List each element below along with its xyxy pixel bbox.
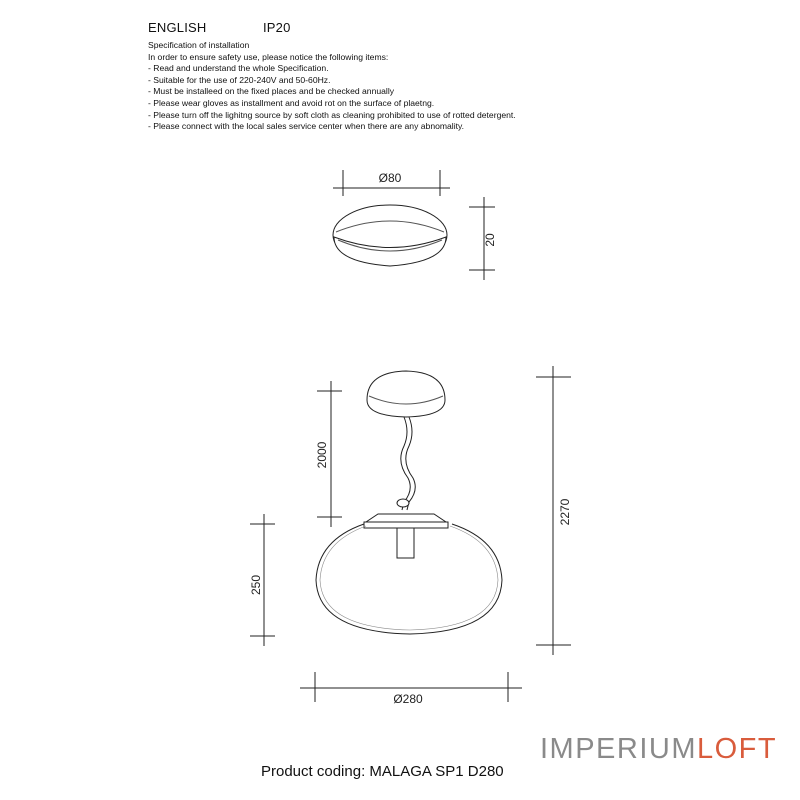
total-height-label: 2270 [558, 498, 572, 526]
shade-height-label: 250 [249, 574, 263, 596]
cable-length-label: 2000 [315, 441, 329, 469]
language-label: ENGLISH [148, 20, 207, 35]
spec-title: Specification of installation [148, 40, 250, 50]
brand-logo [540, 733, 777, 766]
shade-diameter-label: Ø280 [393, 692, 423, 706]
spec-line: - Please turn off the lighitng source by soft cloth as cleaning prohibited to use of rotted detergent. [148, 109, 516, 120]
canopy-height-label: 20 [483, 233, 497, 247]
spec-line: - Please wear gloves as installment and avoid rot on the surface of plaetng. [148, 97, 435, 108]
spec-line: - Suitable for the use of 220-240V and 50-60Hz. [148, 74, 331, 85]
ip-rating: IP20 [263, 20, 291, 35]
spec-line: In order to ensure safety use, please notice the following items: [148, 51, 389, 62]
spec-line: - Must be installeed on the fixed places and be checked annually [148, 86, 395, 97]
product-coding: Product coding: MALAGA SP1 D280 [261, 763, 504, 780]
brand-logo-main: IMPERIUM [540, 733, 697, 765]
spec-line: - Read and understand the whole Specification. [148, 63, 329, 74]
pendant-lamp-drawing [316, 371, 502, 634]
spec-line: - Please connect with the local sales service center when there are any abnomality. [148, 121, 465, 132]
canopy-drawing [333, 205, 447, 266]
canopy-diameter-label: Ø80 [378, 171, 402, 185]
brand-logo-accent: LOFT [697, 733, 778, 765]
